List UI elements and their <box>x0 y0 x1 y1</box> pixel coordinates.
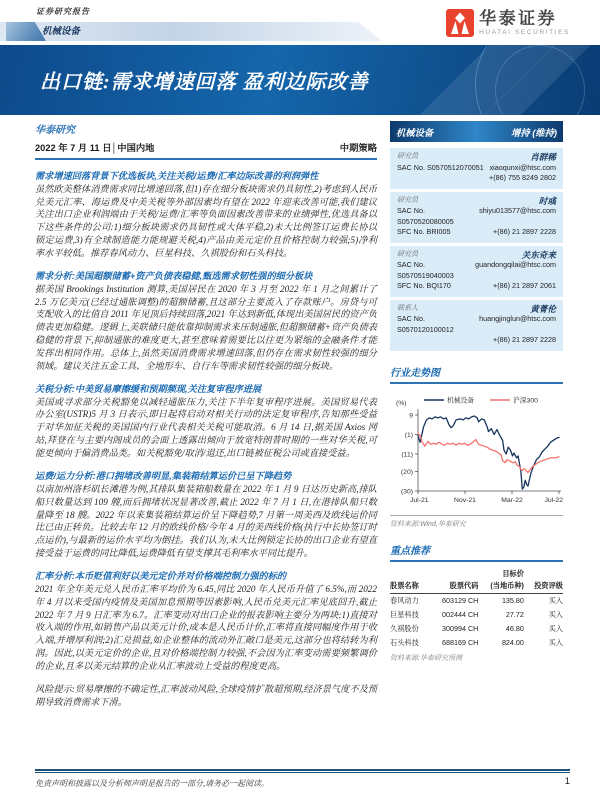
col-stock-code: 股票代码 <box>429 580 478 594</box>
analyst-card-row <box>397 260 556 281</box>
analyst-card-row <box>397 206 556 227</box>
table-source-note: 资料来源:华泰研究预测 <box>390 654 462 662</box>
analyst-card-row <box>397 314 556 335</box>
analyst-name: 时彧 <box>538 195 556 206</box>
analyst-sfc: SFC No. BQI170 <box>397 281 451 290</box>
section-body: 以南加州洛杉矶长滩港为例,其排队集装箱船数量在 2022 年 1 月 9 日达历史新高,排队船只数量达到 109 艘,而后拥堵状况显著改善,截止 2022 年 7 月 1 日,在港排队船只数量降至 18 艘。2022 年以来集装箱结算运价呈下降趋势,7 月第一周美西及欧线运价同比已由正转负。比较去年 12 月的欧线价格/今年 4 月的美西线价格(执行中长协签订时点运价),与最新的运价水平均为倒挂。我们认为,未大比例锁定长协的出口企业有望直接受益于运费的同比降低,运费降低有望支撑其毛利率水平同比提升。 <box>35 483 377 559</box>
x-tick-label: Nov-21 <box>454 496 476 504</box>
x-tick-label: Jul-22 <box>544 496 563 504</box>
stock-rating: 买入 <box>548 623 563 633</box>
report-type-label: 证券研究报告 <box>36 7 90 16</box>
section-heading: 需求分析:美国超额储蓄+资产负债表稳健,甄选需求韧性强的细分板块 <box>35 271 313 282</box>
stock-rating: 买入 <box>548 609 563 619</box>
sidebar-header <box>390 121 563 142</box>
col-target-price: (当地币种) <box>478 580 524 594</box>
analyst-card-row <box>397 173 556 184</box>
analyst-name: 肖群稀 <box>530 152 556 162</box>
content-area <box>35 121 563 709</box>
risk-paragraph: 风险提示:贸易摩擦的不确定性,汇率波动风险,全球疫情扩散超预期,经济景气度不及预期导致消费需求下滑。 <box>35 684 377 707</box>
analyst-phone: +(86) 21 2897 2228 <box>493 227 556 236</box>
stock-name: 石头科技 <box>390 637 419 647</box>
analyst-email: huangjinglun@htsc.com <box>479 314 556 323</box>
legend-label-1: 沪深300 <box>513 397 538 404</box>
trend-line-1 <box>418 433 559 472</box>
table-row <box>390 622 563 636</box>
section-body: 虽然欧美整体消费需求同比增速回落,但1)存在细分板块需求仍具韧性,2)考虑到人民币兑美元汇率、海运费及中美关税等外部因素均有望在 2022 年迎来改善可能,我们建议关注出口企业利润端由于关税/运费/汇率等负面因素改善带来的业绩弹性,优选具备以下这些条件的公司:1)细分板块需求仍具韧性或大体平稳,2)未大比例签订运费长协以锁定运费,3)有全球制造能力能规避关税,4)产品由美元定价且价格控制力较强;5)净利率水平较低。推荐春风动力、巨星科技、久祺股份和石头科技。 <box>35 183 377 259</box>
sidebar-industry-label: 机械设备 <box>396 127 434 138</box>
analyst-name: 关东奇来 <box>521 249 556 260</box>
x-tick-label: Mar-22 <box>501 496 523 504</box>
analyst-sac: SAC No. S0570512070051 <box>397 162 484 172</box>
y-tick-label: (30) <box>400 487 413 495</box>
stock-name: 春风动力 <box>390 595 419 605</box>
trend-line-0 <box>418 416 559 489</box>
stock-name: 巨星科技 <box>390 609 419 619</box>
section-heading: 需求增速回落背景下优选板块,关注关税/运费/汇率边际改善的利润弹性 <box>35 171 319 181</box>
analyst-card-row <box>397 304 556 315</box>
stock-name: 久祺股份 <box>390 623 419 633</box>
target-price: 135.80 <box>501 596 524 605</box>
target-price: 27.72 <box>505 610 524 619</box>
analyst-list <box>390 148 563 351</box>
industry-trend-title: 行业走势图 <box>390 364 563 384</box>
analyst-sac: SAC No. S0570520080005 <box>397 206 454 226</box>
analyst-card-row <box>397 163 556 174</box>
page-number: 1 <box>564 776 570 787</box>
analyst-phone: +(86) 755 8249 2802 <box>489 173 556 182</box>
main-column <box>35 121 377 709</box>
analyst-phone: +(86) 21 2897 2061 <box>493 281 556 290</box>
chart-source-note: 资料来源:Wind,华泰研究 <box>390 515 563 529</box>
stock-rating: 买入 <box>548 637 563 647</box>
col-rating: 投资评级 <box>524 580 563 594</box>
sidebar-rating-badge: 增持 (维持) <box>511 127 557 138</box>
brand-name-en: HUATAI SECURITIES <box>479 29 570 36</box>
analyst-card-row <box>397 281 556 292</box>
stock-code: 688169 CH <box>442 638 479 647</box>
stock-code: 002444 CH <box>442 610 479 619</box>
report-sections <box>35 170 377 673</box>
target-price-header-top: 目标价 <box>502 568 524 578</box>
stock-code: 300994 CH <box>442 624 479 633</box>
stock-rating: 买入 <box>548 595 563 605</box>
stock-code: 603129 CH <box>442 596 479 605</box>
analyst-card <box>390 246 563 297</box>
analyst-card <box>390 148 563 189</box>
analyst-card-row <box>397 335 556 346</box>
analyst-role: 研究员 <box>397 196 418 204</box>
industry-trend-chart <box>390 391 563 512</box>
analyst-card-row <box>397 152 556 163</box>
key-recommendation-title: 重点推荐 <box>390 542 563 562</box>
analyst-phone: +(86) 21 2897 2228 <box>493 335 556 344</box>
analyst-card-row <box>397 227 556 238</box>
y-tick-label: (1) <box>404 431 413 439</box>
analyst-sfc: SFC No. BRI005 <box>397 227 451 236</box>
col-stock-name: 股票名称 <box>390 580 429 594</box>
table-row <box>390 608 563 622</box>
footer-divider <box>35 769 570 773</box>
stock-table <box>390 568 563 650</box>
analyst-email: shiyu013577@htsc.com <box>479 206 556 215</box>
analyst-card <box>390 300 563 351</box>
y-axis-unit: (%) <box>396 399 407 407</box>
report-category: 中期策略 <box>339 143 377 153</box>
y-tick-label: (11) <box>401 450 413 458</box>
section-heading: 汇率分析:本币贬值利好以美元定价并对价格端控制力强的标的 <box>35 571 287 582</box>
target-price: 824.00 <box>501 638 524 647</box>
section-body: 美国或寻求部分关税豁免以减轻通胀压力,关注下半年复审程序进展。美国贸易代表办公室(USTR)5 月 3 日表示,即日起将启动对相关行动的法定复审程序,告知那些受益于对华加征关税的美国国内行业代表相关关税可能取消。6 月 14 日,据美国 Axios 网站,拜登在与主要内阁成员的会面上透露出倾向于放宽特朗普时期的一些对华关税,可能更倾向于偏消费品类。如关税豁免/取消/退还,出口链被征税公司或直接受益。 <box>35 396 377 459</box>
analyst-role: 联系人 <box>397 304 418 312</box>
title-banner <box>0 45 600 115</box>
analyst-email: xiaoqunxi@htsc.com <box>489 162 556 172</box>
table-row <box>390 636 563 650</box>
analyst-role: 研究员 <box>397 153 418 160</box>
brand-name-cn: 华泰证券 <box>479 9 558 28</box>
report-date-region: 2022 年 7 月 11 日│中国内地 <box>35 143 155 153</box>
analyst-role: 研究员 <box>397 250 418 258</box>
report-title: 出口链:需求增速回落 盈利边际改善 <box>40 71 369 94</box>
industry-tag: 机械设备 <box>42 26 81 37</box>
y-tick-label: (20) <box>400 468 413 476</box>
target-price: 46.80 <box>505 624 524 633</box>
x-tick-label: Jul-21 <box>410 496 429 504</box>
dateline <box>35 140 377 160</box>
disclaimer-text: 免责声明和披露以及分析师声明是报告的一部分,请务必一起阅读。 <box>35 779 269 788</box>
section-body: 据美国 Brookings Institution 测算,美国居民在 2020 年 3 月至 2022 年 1 月之间累计了 2.5 万亿美元(已经过通胀调整)的超额储蓄,且这部分主要流入了存款账户。房贷与可支配收入的比值自 2011 年见顶后持续回落,2021 年达到新低,体现出美国居民的资产负债表更加稳健。逻辑上,美联储只能依靠抑制需求来压制通胀,但超额储蓄+资产负债表稳健的背景下,抑制通胀的难度更大,甚至意味着需要比以往更为紧缩的金融条件才能发挥出相同作用。总体上,虽然美国消费需求增速回落,但仍存在需求韧性较强的细分领域。建议关注五金工具、全地形车、自行车等需求韧性较强的细分板块。 <box>35 283 377 372</box>
y-tick-label: 9 <box>409 411 413 419</box>
section-body: 2021 年全年美元兑人民币汇率平均价为 6.45,同比 2020 年人民币升值了 6.5%,而 2022 年 4 月以来受国内疫情及美国加息预期等因素影响,人民币兑美元汇率见底回升,截止 2022 年 7 月 9 日汇率为 6.7。汇率变动对出口企业的报表影响主要分为两块:1)直接对收入端的作用,如销售产品以美元计价,成本是人民币计价,汇率将直接同幅度作用于收入端,并增厚利润;2)汇兑损益,如企业整体的流动外汇敞口是美元,这部分也将结转为利润。因此,以美元定价的企业,且对价格端控制力较强,不会因为汇率变动需要频繁调价的企业,且多以美元结算的企业从汇率波动上受益的程度更高。 <box>35 583 377 672</box>
analyst-card-row <box>397 196 556 207</box>
analyst-card-row <box>397 250 556 261</box>
legend-label-0: 机械设备 <box>447 397 475 404</box>
analyst-sac: SAC No. S0570120100012 <box>397 314 454 334</box>
research-brand: 华泰研究 <box>35 125 75 136</box>
section-heading: 关税分析:中美贸易摩擦缓和预期频现,关注复审程序进展 <box>35 383 262 394</box>
analyst-card <box>390 192 563 243</box>
sidebar <box>390 121 563 709</box>
section-heading: 运费/运力分析:港口拥堵改善明显,集装箱结算运价已呈下降趋势 <box>35 471 292 482</box>
analyst-name: 黄菁伦 <box>530 303 556 314</box>
table-header-row-top <box>390 568 563 580</box>
table-row <box>390 593 563 608</box>
analyst-sac: SAC No. S0570519040003 <box>397 260 454 280</box>
huatai-logo <box>446 9 570 42</box>
huatai-logo-icon <box>446 9 474 42</box>
table-header-row <box>390 580 563 594</box>
analyst-email: guandongqilai@htsc.com <box>475 260 556 269</box>
